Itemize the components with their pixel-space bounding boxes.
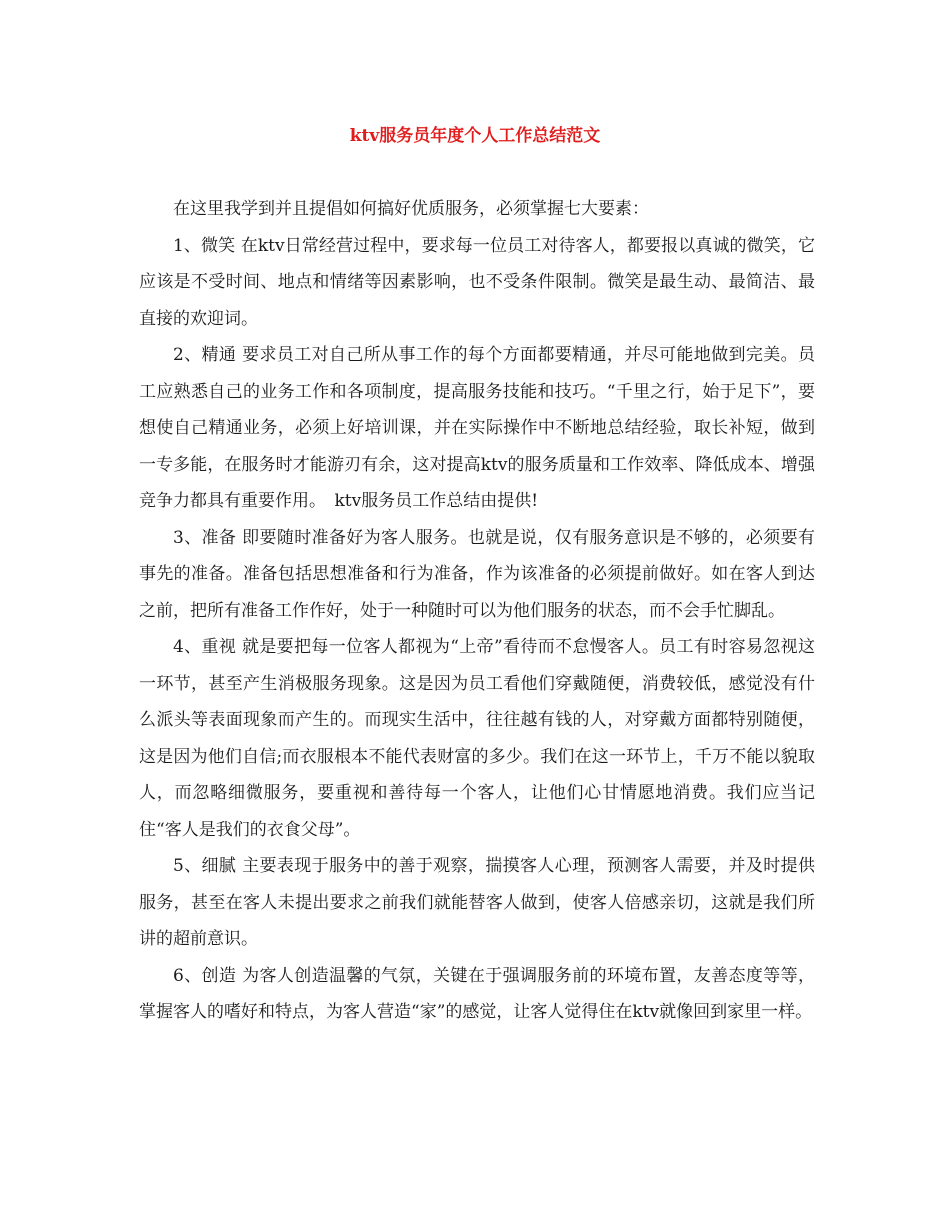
paragraph-smile: 1、微笑 在ktv日常经营过程中，要求每一位员工对待客人，都要报以真诚的微笑，它应该是不受时间、地点和情绪等因素影响，也不受条件限制。微笑是最生动、最简洁、最直接的欢迎词。 (139, 235, 815, 329)
intro-paragraph: 在这里我学到并且提倡如何搞好优质服务，必须掌握七大要素： (173, 199, 649, 219)
document-body (139, 191, 815, 1031)
paragraph-proficiency: 2、精通 要求员工对自己所从事工作的每个方面都要精通，并尽可能地做到完美。员工应熟悉自己的业务工作和各项制度，提高服务技能和技巧。“千里之行，始于足下”，要想使自己精通业务，必须上好培训课，并在实际操作中不断地总结经验，取长补短，做到一专多能，在服务时才能游刃有余，这对提高ktv的服务质量和工作效率、降低成本、增强竞争力都具有重要作用。 ktv服务员工作总结由提供! (139, 345, 815, 511)
paragraph-preparation: 3、准备 即要随时准备好为客人服务。也就是说，仅有服务意识是不够的，必须要有事先的准备。准备包括思想准备和行为准备，作为该准备的必须提前做好。如在客人到达之前，把所有准备工作作好，处于一种随时可以为他们服务的状态，而不会手忙脚乱。 (139, 527, 815, 621)
document-title: ktv服务员年度个人工作总结范文 (349, 126, 601, 146)
paragraph-creation: 6、创造 为客人创造温馨的气氛，关键在于强调服务前的环境布置，友善态度等等，掌握客人的嗜好和特点，为客人营造“家”的感觉，让客人觉得住在ktv就像回到家里一样。 (139, 965, 815, 1022)
paragraph-meticulous: 5、细腻 主要表现于服务中的善于观察，揣摸客人心理，预测客人需要，并及时提供服务，甚至在客人未提出要求之前我们就能替客人做到，使客人倍感亲切，这就是我们所讲的超前意识。 (139, 856, 815, 949)
paragraph-attention: 4、重视 就是要把每一位客人都视为“上帝”看待而不怠慢客人。员工有时容易忽视这一环节，甚至产生消极服务现象。这是因为员工看他们穿戴随便，消费较低，感觉没有什么派头等表面现象而产生的。而现实生活中，往往越有钱的人，对穿戴方面都特别随便，这是因为他们自信;而衣服根本不能代表财富的多少。我们在这一环节上，千万不能以貌取人，而忽略细微服务，要重视和善待每一个客人，让他们心甘情愿地消费。我们应当记住“客人是我们的衣食父母”。 (139, 637, 815, 840)
